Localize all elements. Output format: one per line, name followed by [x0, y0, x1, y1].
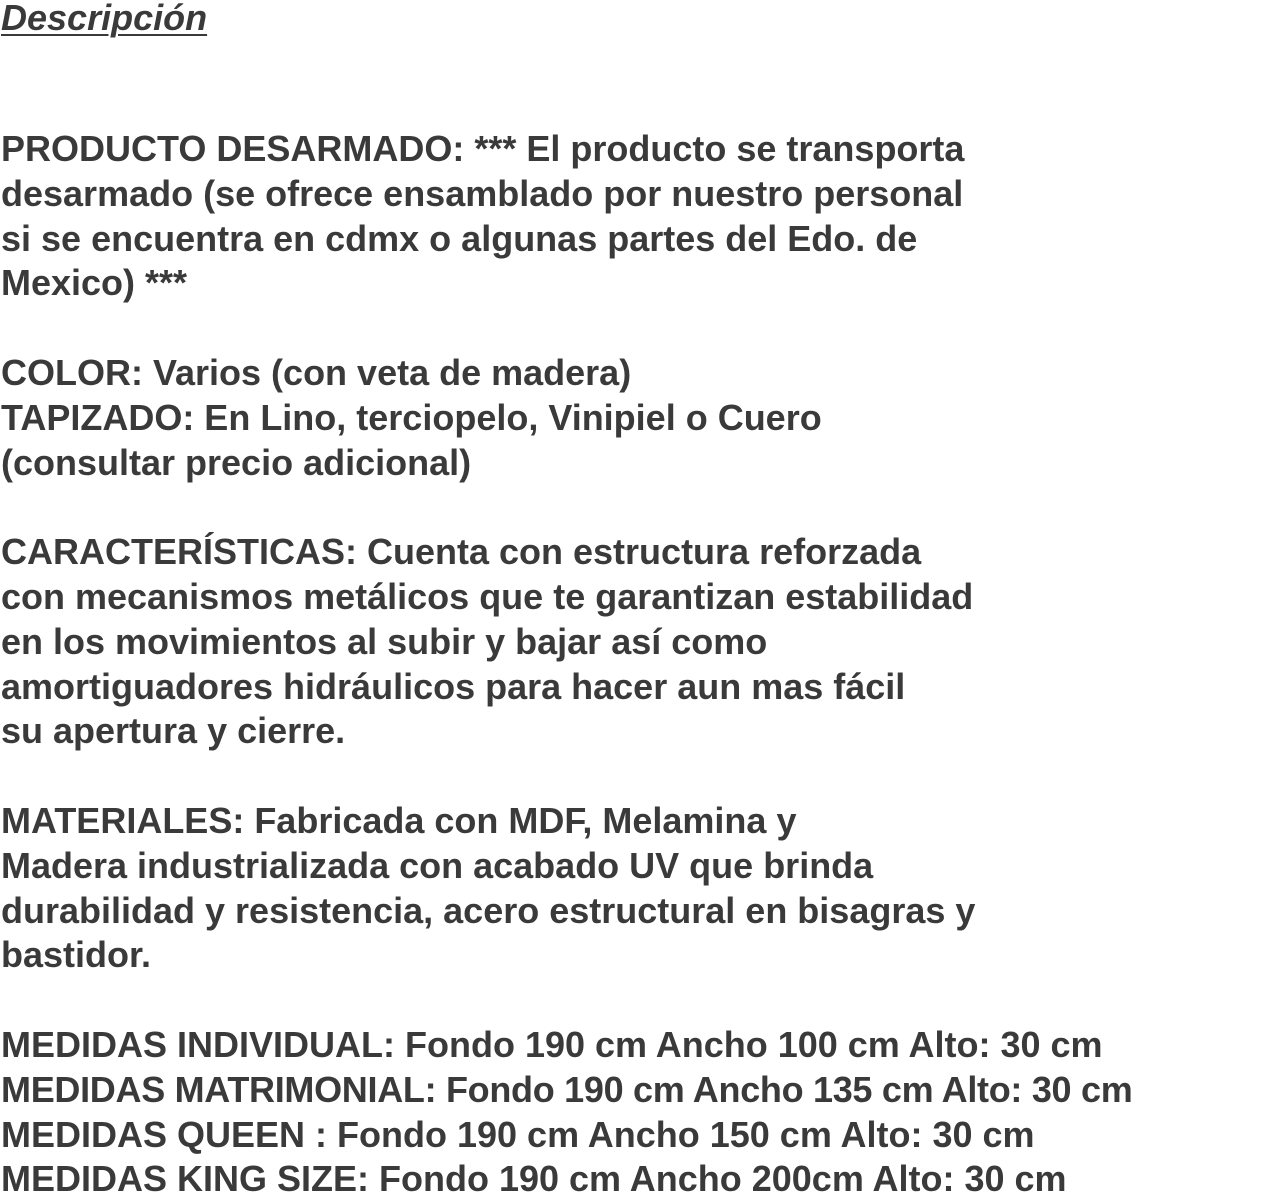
- text-line: con mecanismos metálicos que te garantizan estabilidad: [1, 575, 974, 617]
- paragraph-gap: [1, 485, 1276, 530]
- caracteristicas-block: [1, 530, 1276, 754]
- medidas-individual: MEDIDAS INDIVIDUAL: Fondo 190 cm Ancho 100 cm Alto: 30 cm: [1, 1023, 1103, 1065]
- text-line: amortiguadores hidráulicos para hacer aun mas fácil: [1, 665, 906, 707]
- text-line: MATERIALES: Fabricada con MDF, Melamina y: [1, 799, 797, 841]
- text-line: COLOR: Varios (con veta de madera): [1, 351, 632, 393]
- text-line: Mexico) ***: [1, 262, 188, 304]
- medidas-king-size: MEDIDAS KING SIZE: Fondo 190 cm Ancho 200cm Alto: 30 cm: [1, 1158, 1067, 1200]
- text-line: (consultar precio adicional): [1, 441, 472, 483]
- paragraph-gap: [1, 306, 1276, 351]
- paragraph-gap: [1, 978, 1276, 1023]
- paragraph-gap: [1, 754, 1276, 799]
- text-line: bastidor.: [1, 934, 152, 976]
- text-line: durabilidad y resistencia, acero estructural en bisagras y: [1, 889, 976, 931]
- description-body: [1, 127, 1276, 1202]
- text-line: desarmado (se ofrece ensamblado por nuestro personal: [1, 172, 964, 214]
- text-line: TAPIZADO: En Lino, terciopelo, Vinipiel o Cuero: [1, 396, 822, 438]
- text-line: en los movimientos al subir y bajar así como: [1, 620, 768, 662]
- description-heading: Descripción: [1, 0, 208, 38]
- text-line: si se encuentra en cdmx o algunas partes del Edo. de: [1, 217, 918, 259]
- materiales-block: [1, 799, 1276, 978]
- text-line: Madera industrializada con acabado UV que brinda: [1, 844, 874, 886]
- text-line: PRODUCTO DESARMADO: *** El producto se transporta: [1, 128, 965, 169]
- text-line: CARACTERÍSTICAS: Cuenta con estructura reforzada: [1, 531, 922, 573]
- text-line: su apertura y cierre.: [1, 710, 346, 752]
- color-tapizado-block: [1, 351, 1276, 485]
- medidas-queen: MEDIDAS QUEEN : Fondo 190 cm Ancho 150 cm Alto: 30 cm: [1, 1113, 1035, 1155]
- medidas-matrimonial: MEDIDAS MATRIMONIAL: Fondo 190 cm Ancho 135 cm Alto: 30 cm: [1, 1068, 1133, 1110]
- producto-block: [1, 127, 1276, 306]
- medidas-block: [1, 1023, 1276, 1202]
